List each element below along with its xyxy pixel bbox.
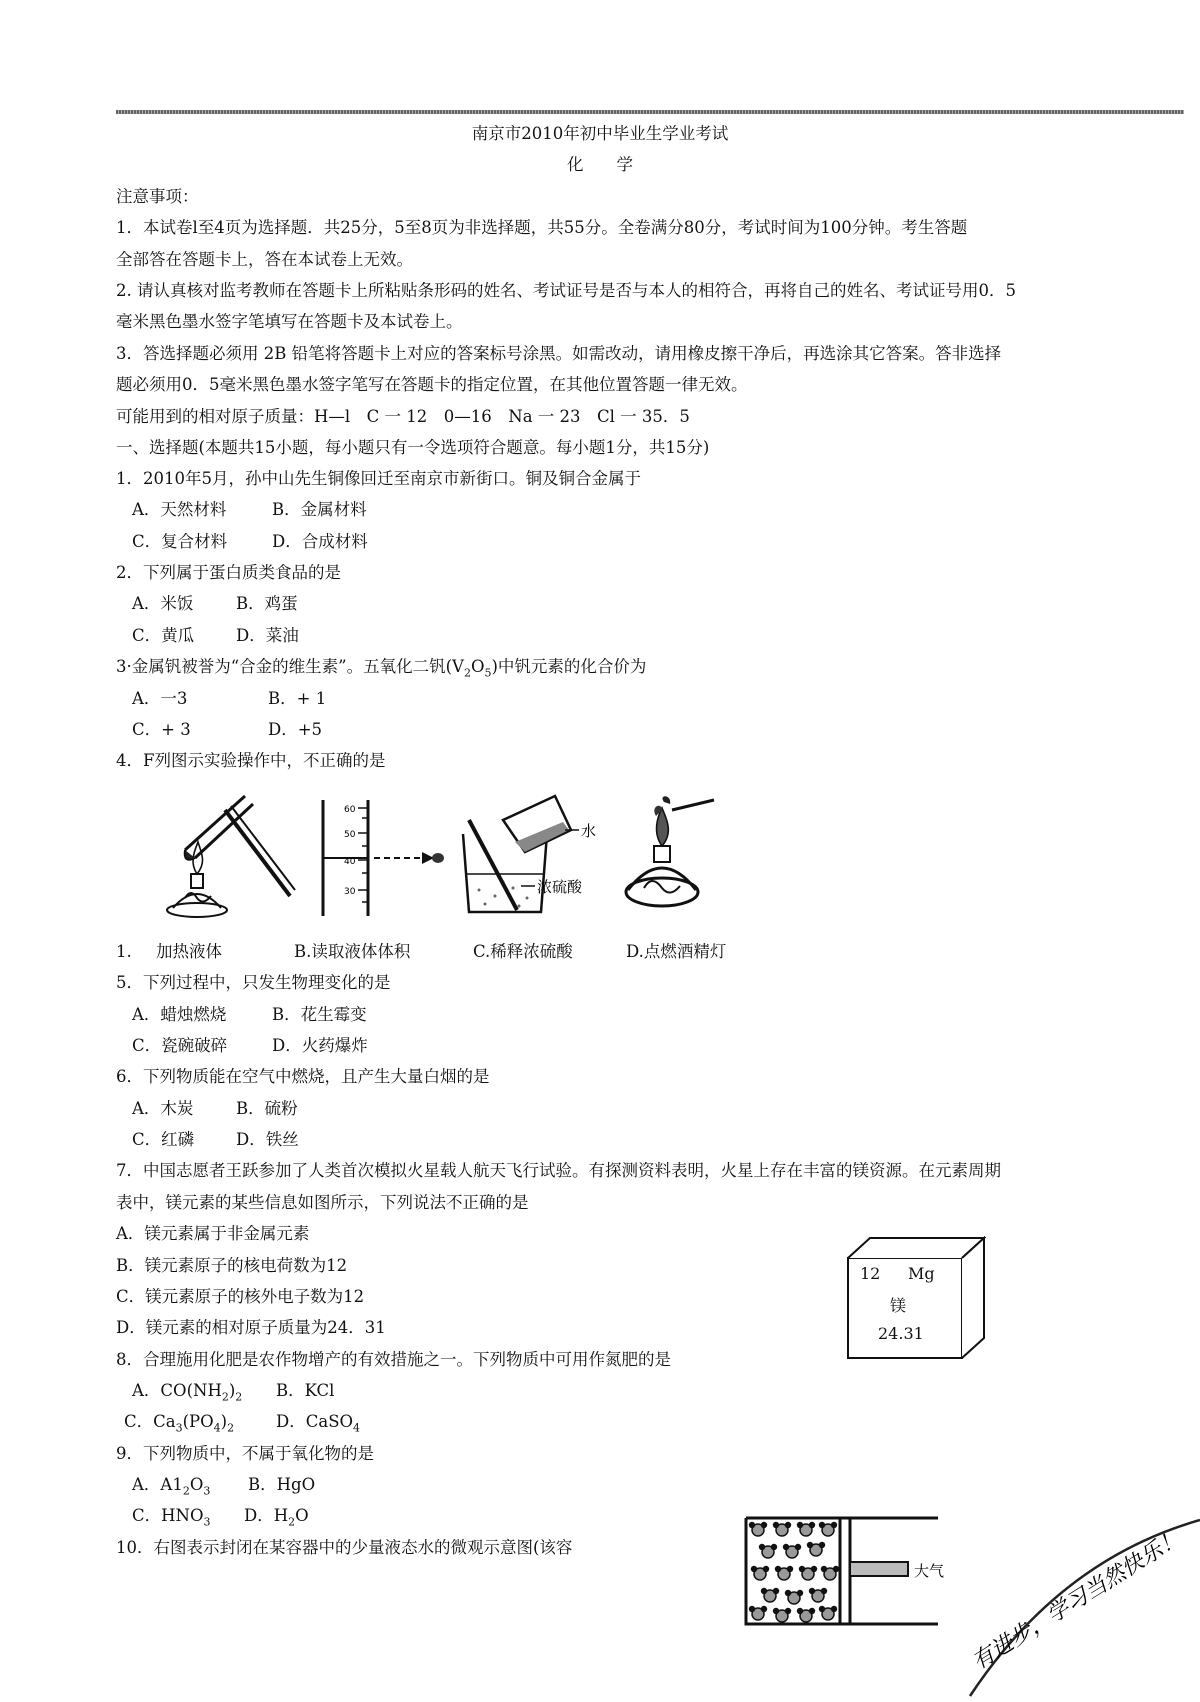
q8-stem: 8．合理施用化肥是农作物增产的有效措施之一。下列物质中可用作氮肥的是 <box>116 1350 671 1369</box>
section-1-heading: 一、选择题(本题共15小题，每小题只有一令选项符合题意。每小题1分，共15分) <box>116 438 710 457</box>
q4-figure-reading-cylinder <box>318 798 448 918</box>
notice-item-2: 2. 请认真核对监考教师在答题卡上所粘贴条形码的姓名、考试证号是否与本人的相符合，再将自己的姓名、考试证号用0．5 <box>116 281 1016 300</box>
q4-label-a: 加热液体 <box>156 942 222 961</box>
notice-item-1: 1．本试卷l至4页为选择题．共25分，5至8页为非选择题，共55分。全卷满分80分，考试时间为100分钟。考生答题 <box>116 218 968 237</box>
q7-option-d: D．镁元素的相对原子质量为24．31 <box>116 1318 386 1337</box>
q5-option-b: B．花生霉变 <box>272 1005 367 1024</box>
tick-50: 50 <box>344 830 356 840</box>
q9-option-c: C．$HNO_3$ <box>132 1506 211 1529</box>
exam-title: 南京市2010年初中毕业生学业考试 <box>471 124 729 143</box>
q6-option-c: C．红磷 <box>132 1130 195 1149</box>
element-name: 镁 <box>890 1296 907 1315</box>
q4-figure-diluting-acid <box>455 790 625 920</box>
q3-option-c: C．+ 3 <box>132 720 191 739</box>
q2-option-b: B．鸡蛋 <box>236 594 298 613</box>
q3-option-a: A．一3 <box>132 689 188 708</box>
q10-figure-container <box>744 1516 954 1628</box>
q9-option-d: D．$H_2O$ <box>244 1506 309 1529</box>
notice-item-2-cont: 毫米黑色墨水签字笔填写在答题卡及本试卷上。 <box>116 312 463 331</box>
tick-40: 40 <box>344 857 356 867</box>
element-symbol: Mg <box>908 1264 935 1283</box>
q5-option-a: A．蜡烛燃烧 <box>132 1005 227 1024</box>
q5-stem: 5．下列过程中，只发生物理变化的是 <box>116 973 391 992</box>
q4-stem: 4．F列图示实验操作中，不正确的是 <box>116 751 386 770</box>
notice-item-3-cont: 题必须用0．5毫米黑色墨水签字笔写在答题卡的指定位置，在其他位置答题一律无效。 <box>116 375 748 394</box>
q2-option-c: C．黄瓜 <box>132 626 195 645</box>
q9-stem: 9．下列物质中，不属于氧化物的是 <box>116 1444 374 1463</box>
q6-stem: 6．下列物质能在空气中燃烧，且产生大量白烟的是 <box>116 1067 490 1086</box>
atmosphere-label: 大气 <box>914 1562 945 1580</box>
q1-option-a: A．天然材料 <box>132 500 227 519</box>
atomic-mass-line: 可能用到的相对原子质量：H—l C 一 12 0—16 Na 一 23 Cl 一 35．5 <box>116 407 690 426</box>
q7-stem-cont: 表中，镁元素的某些信息如图所示，下列说法不正确的是 <box>116 1193 529 1212</box>
tick-60: 60 <box>344 805 356 815</box>
water-molecules <box>749 1522 839 1622</box>
q5-option-c: C．瓷碗破碎 <box>132 1036 228 1055</box>
q7-option-a: A．镁元素属于非金属元素 <box>116 1224 310 1243</box>
q4-label-a-num: 1. <box>116 942 132 961</box>
q1-option-b: B．金属材料 <box>272 500 367 519</box>
q4-label-b: B.读取液体体积 <box>294 942 411 961</box>
q7-stem: 7．中国志愿者王跃参加了人类首次模拟火星载人航天飞行试验。有探测资料表明，火星上存在丰富的镁资源。在元素周期 <box>116 1161 1001 1180</box>
q4-figure-heating-liquid <box>165 790 305 920</box>
notice-item-1-cont: 全部答在答题卡上，答在本试卷上无效。 <box>116 250 413 269</box>
q5-option-d: D．火药爆炸 <box>272 1036 368 1055</box>
q3-option-b: B．+ 1 <box>268 689 327 708</box>
fig-water-label: 水 <box>581 822 597 840</box>
magnesium-element-card <box>846 1236 986 1360</box>
subject-title: 化 学 <box>567 155 633 174</box>
q7-option-c: C．镁元素原子的核外电子数为12 <box>116 1287 365 1306</box>
element-number: 12 <box>860 1264 881 1283</box>
encouragement-stamp <box>950 1500 1200 1698</box>
q6-option-d: D．铁丝 <box>236 1130 299 1149</box>
fig-acid-label: 浓硫酸 <box>537 878 583 896</box>
q1-option-d: D．合成材料 <box>272 532 368 551</box>
q10-stem: 10．右图表示封闭在某容器中的少量液态水的微观示意图(该容 <box>116 1538 573 1557</box>
q1-stem: 1．2010年5月，孙中山先生铜像回迁至南京市新街口。铜及铜合金属于 <box>116 469 641 488</box>
q8-option-b: B．KCl <box>276 1381 335 1400</box>
q3-stem: 3·金属钒被誉为“合金的维生素”。五氧化二钒$(V_2O_5)$中钒元素的化合价为 <box>116 657 647 680</box>
q9-option-b: B．HgO <box>248 1475 316 1494</box>
q1-option-c: C．复合材料 <box>132 532 228 551</box>
q8-option-c: C．$Ca_3(PO_4)_2$ <box>124 1412 235 1435</box>
element-mass: 24.31 <box>878 1324 924 1343</box>
header-rule <box>116 110 1184 114</box>
q4-label-c: C.稀释浓硫酸 <box>473 942 573 961</box>
q9-option-a: A．$A1_2O_3$ <box>132 1475 211 1498</box>
q7-option-b: B．镁元素原子的核电荷数为12 <box>116 1256 348 1275</box>
q8-option-d: D．CaSO$_4$ <box>276 1412 361 1435</box>
q4-label-d: D.点燃酒精灯 <box>626 942 727 961</box>
q6-option-b: B．硫粉 <box>236 1099 298 1118</box>
q2-stem: 2．下列属于蛋白质类食品的是 <box>116 563 341 582</box>
notice-item-3: 3．答选择题必须用 2B 铅笔将答题卡上对应的答案标号涂黑。如需改动，请用橡皮擦干净后，再选涂其它答案。答非选择 <box>116 344 1002 363</box>
notice-heading: 注意事项： <box>116 187 199 206</box>
q2-option-a: A．米饭 <box>132 594 194 613</box>
q3-option-d: D．+5 <box>268 720 323 739</box>
q4-figure-lighting-lamp <box>622 796 732 916</box>
tick-30: 30 <box>344 887 356 897</box>
q8-option-a: A．$CO(NH_2)_2$ <box>132 1381 243 1404</box>
stamp-text: 有进步，学习当然快乐！ <box>967 1525 1187 1676</box>
q2-option-d: D．菜油 <box>236 626 299 645</box>
q6-option-a: A．木炭 <box>132 1099 194 1118</box>
